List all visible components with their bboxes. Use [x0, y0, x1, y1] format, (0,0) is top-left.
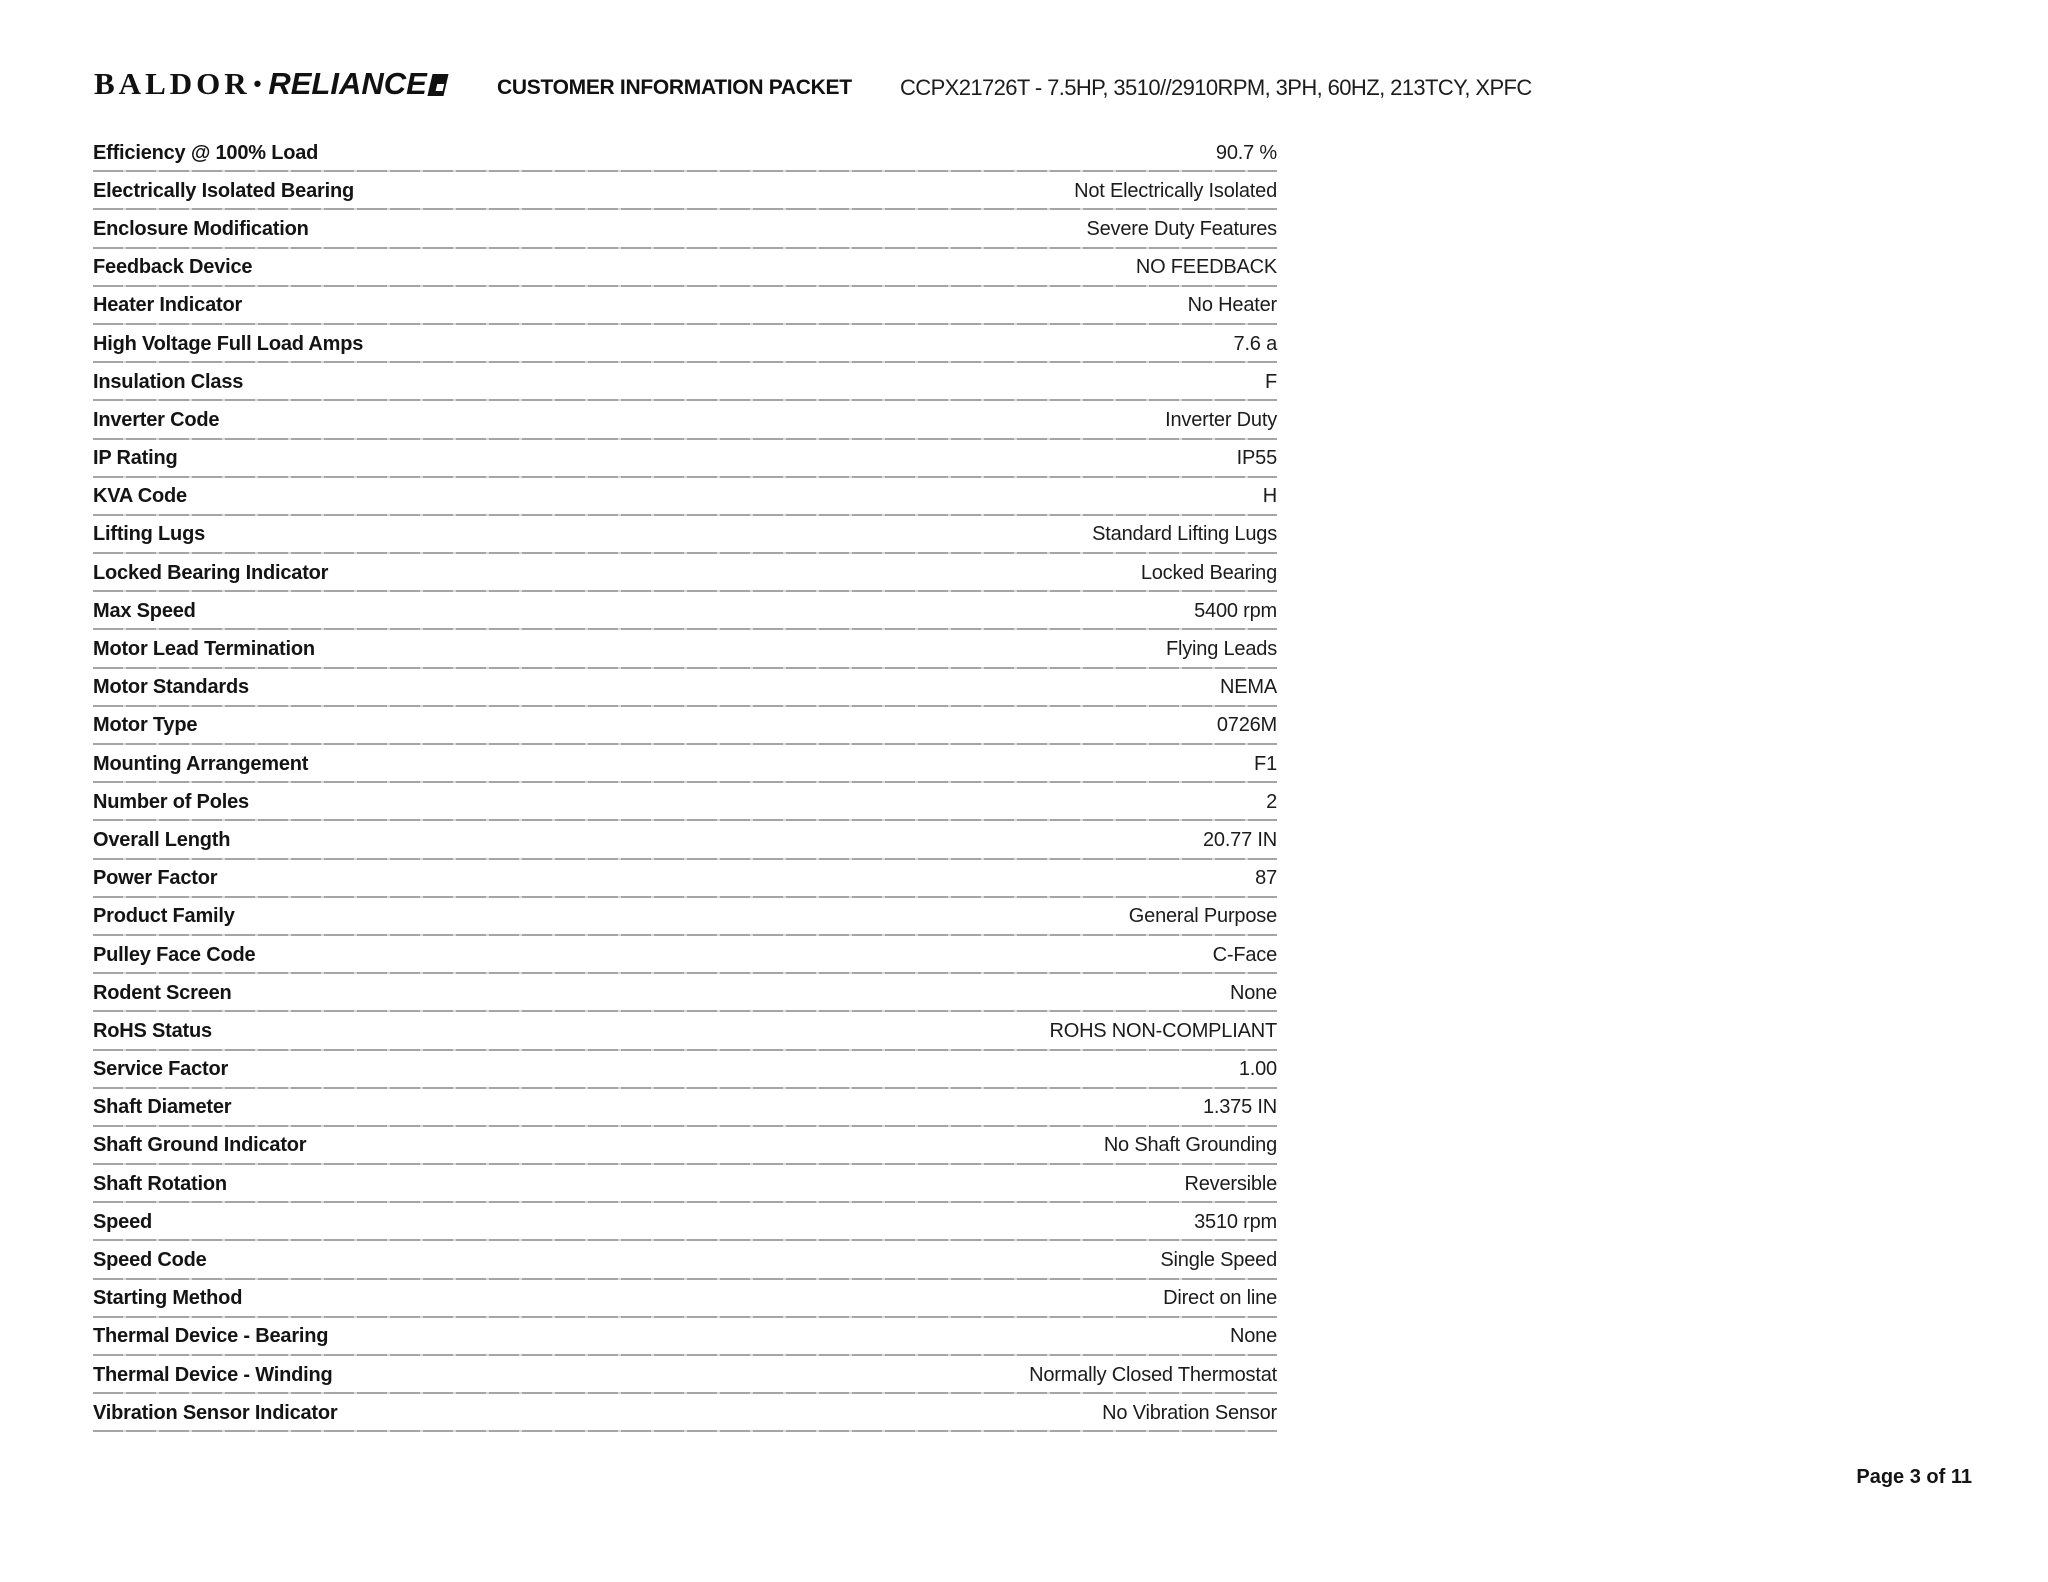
table-row: [93, 1089, 1277, 1127]
row-value: No Vibration Sensor: [1102, 1401, 1277, 1424]
row-label: Locked Bearing Indicator: [93, 561, 329, 584]
row-value: Flying Leads: [1166, 638, 1277, 661]
table-row: [93, 1241, 1277, 1279]
table-row: [93, 745, 1277, 783]
row-label: Mounting Arrangement: [93, 752, 309, 775]
row-value: None: [1229, 1325, 1277, 1348]
row-value: Severe Duty Features: [1086, 217, 1277, 240]
table-row: [93, 516, 1277, 554]
row-value: H: [1262, 485, 1277, 508]
row-label: Enclosure Modification: [93, 217, 309, 240]
table-row: [93, 1203, 1277, 1241]
row-label: Insulation Class: [93, 370, 244, 393]
row-label: Motor Type: [93, 714, 198, 737]
row-label: Max Speed: [93, 599, 196, 622]
row-value: Locked Bearing: [1140, 561, 1277, 584]
row-label: Shaft Rotation: [93, 1172, 227, 1195]
row-value: 0726M: [1216, 714, 1277, 737]
row-value: 2: [1266, 790, 1277, 813]
specifications-table: [93, 134, 1277, 1432]
row-value: Reversible: [1184, 1172, 1277, 1195]
row-value: 90.7 %: [1215, 141, 1277, 164]
logo-baldor-text: BALDOR: [94, 66, 251, 101]
table-row: [93, 630, 1277, 668]
row-label: Vibration Sensor Indicator: [93, 1401, 338, 1424]
table-row: [93, 936, 1277, 974]
row-label: IP Rating: [93, 447, 178, 470]
row-label: Feedback Device: [93, 256, 253, 279]
row-value: 1.00: [1238, 1058, 1277, 1081]
row-value: C-Face: [1212, 943, 1277, 966]
row-value: 5400 rpm: [1194, 599, 1277, 622]
row-value: IP55: [1236, 447, 1277, 470]
row-value: Direct on line: [1163, 1287, 1277, 1310]
row-value: 87: [1255, 867, 1277, 890]
logo-dot: •: [253, 71, 262, 96]
row-label: Starting Method: [93, 1287, 243, 1310]
row-label: Speed: [93, 1210, 153, 1233]
table-row: [93, 1051, 1277, 1089]
row-label: Thermal Device - Bearing: [93, 1325, 329, 1348]
table-row: [93, 554, 1277, 592]
table-row: [93, 821, 1277, 859]
row-value: Single Speed: [1160, 1249, 1277, 1272]
row-label: Inverter Code: [93, 408, 220, 431]
table-row: [93, 1394, 1277, 1432]
row-label: RoHS Status: [93, 1019, 212, 1042]
table-row: [93, 1280, 1277, 1318]
row-label: Speed Code: [93, 1249, 207, 1272]
row-label: Efficiency @ 100% Load: [93, 141, 319, 164]
row-value: F1: [1254, 752, 1277, 775]
table-row: [93, 669, 1277, 707]
table-row: [93, 783, 1277, 821]
row-value: General Purpose: [1128, 905, 1277, 928]
table-row: [93, 592, 1277, 630]
table-row: [93, 1318, 1277, 1356]
document-title: CUSTOMER INFORMATION PACKET: [497, 76, 852, 99]
table-row: [93, 1165, 1277, 1203]
row-value: Normally Closed Thermostat: [1029, 1363, 1277, 1386]
row-value: 1.375 IN: [1202, 1096, 1277, 1119]
row-label: Overall Length: [93, 828, 231, 851]
table-row: [93, 707, 1277, 745]
row-label: Pulley Face Code: [93, 943, 256, 966]
row-value: 3510 rpm: [1194, 1210, 1277, 1233]
page-indicator: Page 3 of 11: [1856, 1466, 1972, 1488]
table-row: [93, 1356, 1277, 1394]
baldor-reliance-logo: [94, 66, 446, 102]
row-label: Shaft Diameter: [93, 1096, 232, 1119]
row-value: No Heater: [1187, 294, 1277, 317]
row-value: Not Electrically Isolated: [1074, 179, 1277, 202]
table-row: [93, 134, 1277, 172]
row-value: 20.77 IN: [1202, 828, 1277, 851]
catalog-spec-line: CCPX21726T - 7.5HP, 3510//2910RPM, 3PH, 60HZ, 213TCY, XPFC: [900, 75, 1532, 100]
table-row: [93, 898, 1277, 936]
row-value: Standard Lifting Lugs: [1092, 523, 1277, 546]
row-value: NO FEEDBACK: [1135, 256, 1277, 279]
row-value: NEMA: [1220, 676, 1277, 699]
row-label: Power Factor: [93, 867, 218, 890]
row-label: KVA Code: [93, 485, 187, 508]
row-label: Shaft Ground Indicator: [93, 1134, 307, 1157]
row-label: Number of Poles: [93, 790, 249, 813]
row-label: Electrically Isolated Bearing: [93, 179, 354, 202]
row-label: Service Factor: [93, 1058, 229, 1081]
row-label: Motor Standards: [93, 676, 249, 699]
row-value: None: [1229, 981, 1277, 1004]
row-label: Heater Indicator: [93, 294, 243, 317]
table-row: [93, 287, 1277, 325]
row-value: F: [1264, 370, 1277, 393]
row-value: Inverter Duty: [1165, 408, 1277, 431]
table-row: [93, 478, 1277, 516]
row-label: High Voltage Full Load Amps: [93, 332, 364, 355]
page-header: [0, 64, 2048, 108]
table-row: [93, 363, 1277, 401]
row-value: No Shaft Grounding: [1103, 1134, 1277, 1157]
table-row: [93, 325, 1277, 363]
row-label: Lifting Lugs: [93, 523, 206, 546]
row-value: ROHS NON-COMPLIANT: [1049, 1019, 1277, 1042]
table-row: [93, 210, 1277, 248]
reliance-r-box-icon: [427, 74, 448, 96]
row-label: Product Family: [93, 905, 235, 928]
table-row: [93, 974, 1277, 1012]
table-row: [93, 440, 1277, 478]
row-label: Rodent Screen: [93, 981, 232, 1004]
table-row: [93, 249, 1277, 287]
table-row: [93, 401, 1277, 439]
logo-reliance-text: RELIANCE: [268, 66, 427, 101]
table-row: [93, 172, 1277, 210]
table-row: [93, 860, 1277, 898]
row-value: 7.6 a: [1233, 332, 1277, 355]
row-label: Thermal Device - Winding: [93, 1363, 333, 1386]
table-row: [93, 1012, 1277, 1050]
table-row: [93, 1127, 1277, 1165]
row-label: Motor Lead Termination: [93, 638, 315, 661]
